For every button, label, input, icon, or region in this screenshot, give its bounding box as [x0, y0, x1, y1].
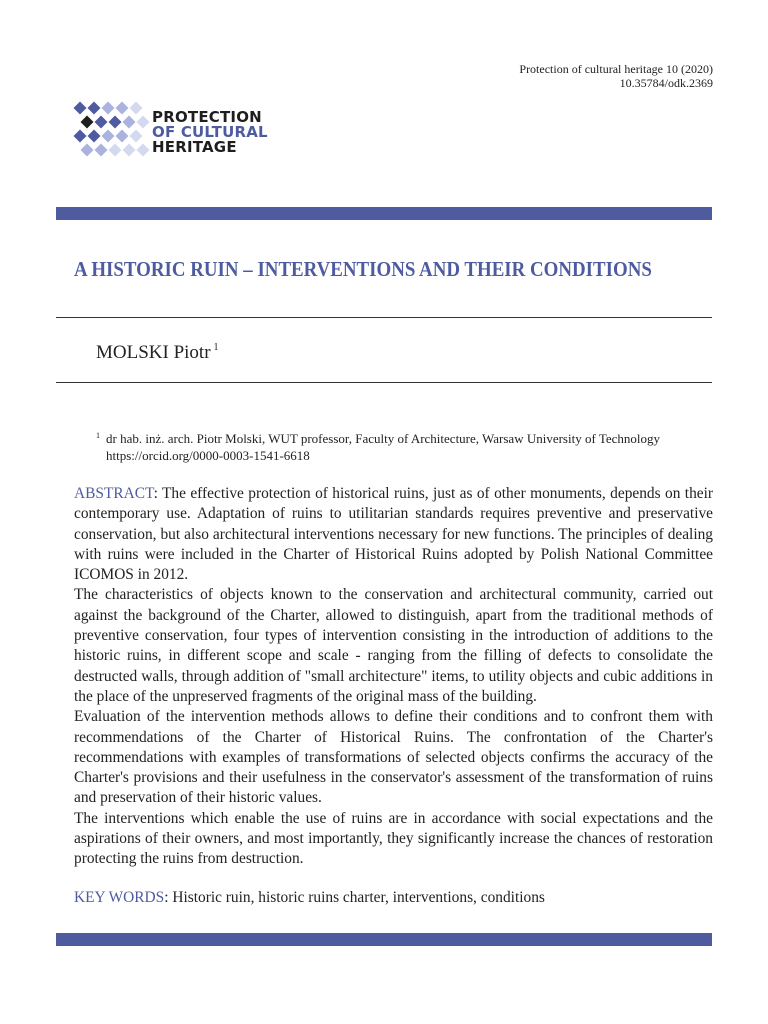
logo-diamond	[109, 144, 122, 157]
logo-diamond	[130, 130, 143, 143]
abstract-text: : The effective protection of historical ruins, just as of other monuments, depends on their contemporary use. Adaptation of ruins to utilitarian standards requires preventive and preservative conservation, but also architectural interventions necessary for new functions. The principles of dealing with ruins were included in the Charter of Historical Ruins adopted by Polish National Committee ICOMOS in 2012.	[74, 485, 713, 584]
affiliation-text: dr hab. inż. arch. Piotr Molski, WUT professor, Faculty of Architecture, Warsaw University of Technology	[106, 431, 660, 446]
abstract-paragraph: The interventions which enable the use of ruins are in accordance with social expectations and the aspirations of their owners, and most importantly, they significantly increase the chances of restoration protecting the ruins from destruction.	[74, 809, 713, 868]
journal-info	[519, 62, 713, 90]
header-band	[56, 207, 712, 220]
doi: 10.35784/odk.2369	[619, 76, 713, 90]
abstract-paragraph	[74, 484, 713, 585]
logo-line-2: OF CULTURAL	[152, 123, 268, 141]
logo-line-1: PROTECTION	[152, 108, 262, 126]
logo-diamond	[116, 130, 129, 143]
keywords-text: : Historic ruin, historic ruins charter, interventions, conditions	[164, 889, 545, 906]
logo-diamond	[137, 144, 150, 157]
footer-band	[56, 933, 712, 946]
logo-diamond	[123, 116, 136, 129]
logo-diamond	[81, 116, 94, 129]
logo-diamond	[123, 144, 136, 157]
logo-diamond	[74, 130, 87, 143]
logo-diamond	[95, 116, 108, 129]
logo-text	[152, 110, 268, 155]
abstract	[74, 484, 713, 870]
author-line	[96, 337, 219, 364]
logo-diamond	[81, 144, 94, 157]
diamond-pattern-icon	[72, 100, 152, 160]
logo-diamond	[109, 116, 122, 129]
article-title: A HISTORIC RUIN – INTERVENTIONS AND THEIR CONDITIONS	[74, 257, 652, 281]
affiliation-footnote-mark: 1	[96, 431, 100, 440]
author-name: MOLSKI Piotr	[96, 342, 211, 363]
logo-diamond	[102, 130, 115, 143]
divider	[56, 382, 712, 383]
logo-diamond	[88, 130, 101, 143]
logo-diamond	[88, 102, 101, 115]
abstract-label: ABSTRACT	[74, 485, 154, 502]
keywords-label: KEY WORDS	[74, 889, 165, 906]
divider	[56, 317, 712, 318]
journal-logo	[72, 100, 302, 164]
logo-diamond	[102, 102, 115, 115]
abstract-paragraph: The characteristics of objects known to the conservation and architectural community, carried out against the background of the Charter, allowed to distinguish, apart from the traditional methods of preventive conservation, four types of intervention consisting in the introduction of additions to the historic ruins, in different scope and scale - ranging from the filling of defects to consolidate the destructed walls, through addition of "small architecture" items, to utility objects and cubic additions in the place of the unpreserved fragments of the original mass of the building.	[74, 586, 713, 705]
orcid-link[interactable]: https://orcid.org/0000-0003-1541-6618	[106, 448, 310, 463]
logo-diamond	[95, 144, 108, 157]
abstract-paragraph: Evaluation of the intervention methods allows to define their conditions and to confront them with recommendations of the Charter of Historical Ruins. The confrontation of the Charter's recommendations with examples of transformations of selected objects confirms the accuracy of the Charter's provisions and their usefulness in the conservator's assessment of the transformation of ruins and preservation of their historic values.	[74, 708, 713, 807]
logo-diamond	[137, 116, 150, 129]
logo-diamond	[74, 102, 87, 115]
journal-citation: Protection of cultural heritage 10 (2020)	[519, 62, 713, 76]
keywords	[74, 888, 713, 908]
logo-diamond	[130, 102, 143, 115]
author-footnote-mark: 1	[213, 342, 219, 353]
affiliation	[96, 427, 706, 464]
logo-line-3: HERITAGE	[152, 138, 237, 156]
logo-diamond	[116, 102, 129, 115]
